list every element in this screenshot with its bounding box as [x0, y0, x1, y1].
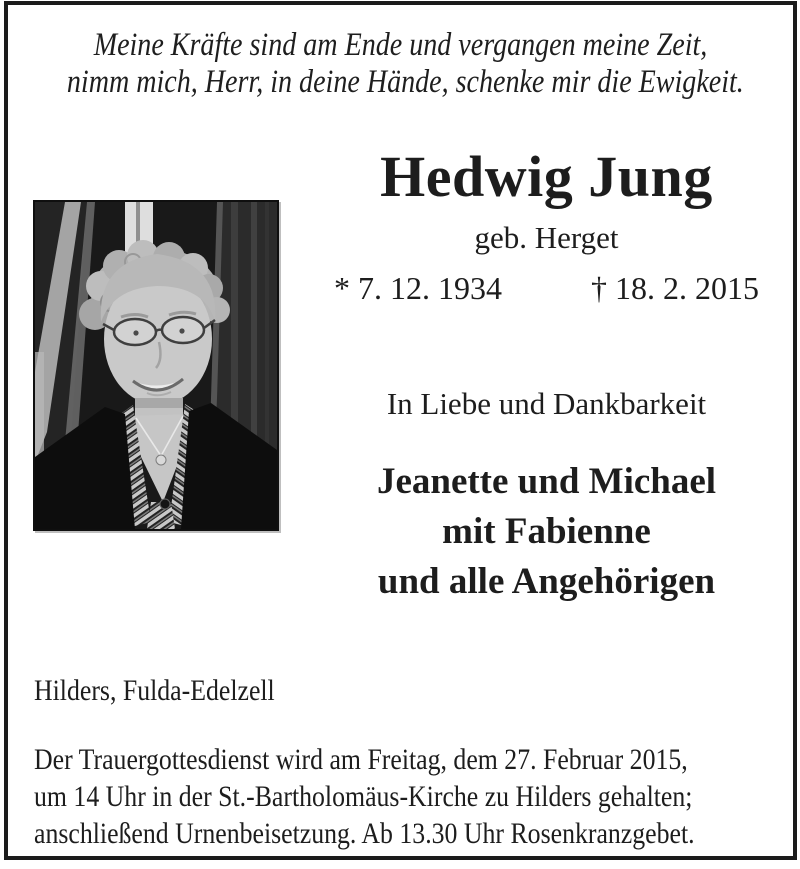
announcement-column: [330, 5, 763, 856]
service-line-2: um 14 Uhr in der St.-Bartholomäus-Kirche zu Hilders gehalten;: [34, 780, 693, 813]
places-line: Hilders, Fulda-Edelzell: [34, 674, 275, 707]
mourners-list: [330, 457, 763, 607]
portrait-photo: [33, 200, 279, 531]
service-line-3: anschließend Urnenbeisetzung. Ab 13.30 Uhr Rosenkranzgebet.: [34, 817, 695, 850]
service-line-1: Der Trauergottesdienst wird am Freitag, dem 27. Februar 2015,: [34, 743, 688, 776]
portrait-illustration: [35, 202, 277, 529]
service-announcement: [34, 741, 797, 852]
obituary-notice: [4, 1, 797, 860]
epitaph-line-1: Meine Kräfte sind am Ende und vergangen meine Zeit,: [93, 27, 708, 63]
epitaph-line-2: nimm mich, Herr, in deine Hände, schenke mir die Ewigkeit.: [66, 64, 744, 100]
life-dates: [334, 268, 759, 308]
tribute-intro: In Liebe und Dankbarkeit: [386, 386, 707, 421]
mourner-line-1: Jeanette und Michael: [376, 461, 717, 502]
mourner-line-2: mit Fabienne: [442, 511, 651, 552]
birth-date: * 7. 12. 1934: [334, 270, 502, 306]
mourner-line-3: und alle Angehörigen: [377, 561, 716, 602]
death-date: † 18. 2. 2015: [591, 270, 759, 306]
maiden-name: geb. Herget: [474, 220, 619, 255]
deceased-name: Hedwig Jung: [380, 144, 713, 209]
